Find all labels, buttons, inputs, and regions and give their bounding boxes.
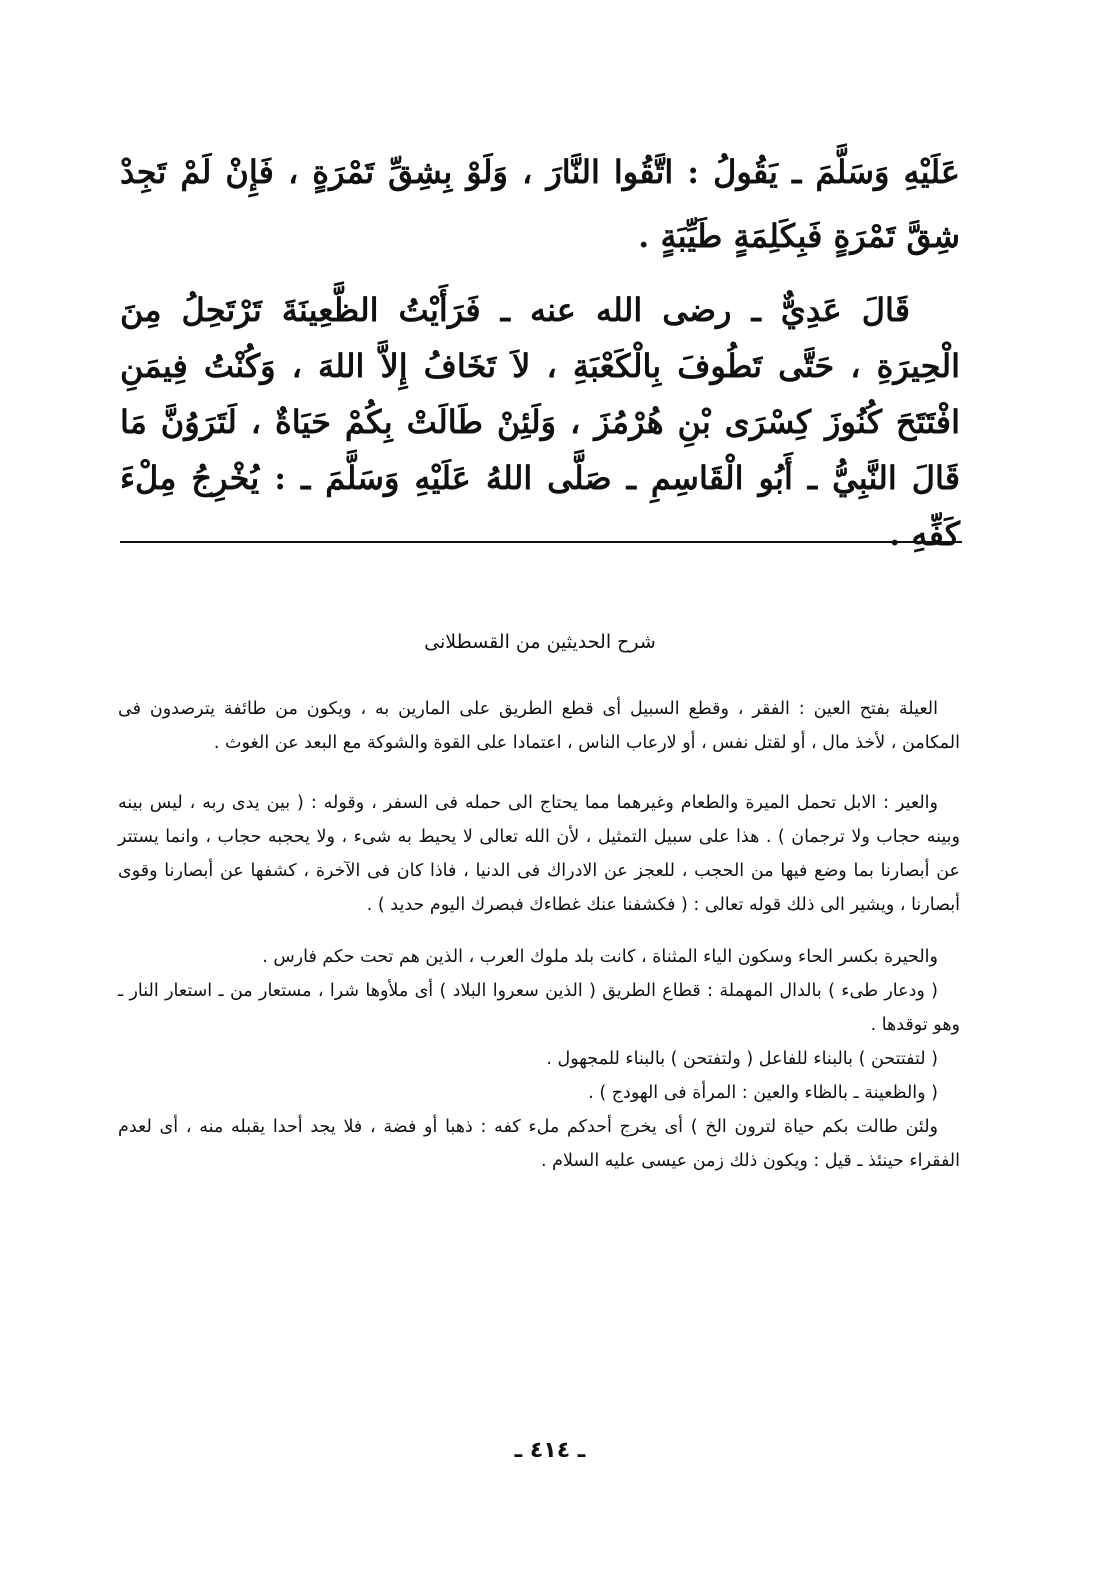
hadith-text <box>120 140 960 562</box>
commentary-body <box>118 692 960 1178</box>
commentary-paragraph: ( والظعينة ـ بالظاء والعين : المرأة فى الهودج ) . <box>588 1083 938 1103</box>
hadith-paragraph: قَالَ عَدِيٌّ ـ رضى الله عنه ـ فَرَأَيْتُ الظَّعِينَةَ تَرْتَحِلُ مِنَ الْحِيرَةِ ، حَتَّى تَطُوفَ بِالْكَعْبَةِ ، لاَ تَخَافُ إِلاَّ اللهَ ، وَكُنْتُ فِيمَنِ افْتَتَحَ كُنُوزَ كِسْرَى بْنِ هُرْمُزَ ، وَلَئِنْ طَالَتْ بِكُمْ حَيَاةٌ ، لَتَرَوُنَّ مَا قَالَ النَّبِيُّ ـ أَبُو الْقَاسِمِ ـ صَلَّى اللهُ عَلَيْهِ وَسَلَّمَ ـ : يُخْرِجُ مِلْءَ كَفِّهِ . <box>120 291 961 553</box>
commentary-paragraph: ( ودعار طىء ) بالدال المهملة : قطاع الطريق ( الذين سعروا البلاد ) أى ملأوها شرا ، مستعار من ـ استعار النار ـ وهو توقدها . <box>118 981 960 1035</box>
commentary-paragraph: والعير : الابل تحمل الميرة والطعام وغيرهما مما يحتاج الى حمله فى السفر ، وقوله : ( بين يدى ربه ، ليس بينه وبينه حجاب ولا ترجمان ) . هذا على سبيل التمثيل ، لأن الله تعالى لا يحيط به شىء ، ولا يحجبه حجاب ، وانما يستتر عن أبصارنا بما وضع فيها من الحجب ، للعجز عن الادراك فى الدنيا ، فاذا كان فى الآخرة ، كشفها عن أبصارنا وقوى أبصارنا ، ويشير الى ذلك قوله تعالى : ( فكشفنا عنك غطاءك فبصرك اليوم حديد ) . <box>118 793 960 915</box>
commentary-title: شرح الحديثين من القسطلانى <box>424 631 656 653</box>
hadith-paragraph: عَلَيْهِ وَسَلَّمَ ـ يَقُولُ : اتَّقُوا النَّارَ ، وَلَوْ بِشِقِّ تَمْرَةٍ ، فَإِنْ لَمْ تَجِدْ شِقَّ تَمْرَةٍ فَبِكَلِمَةٍ طَيِّبَةٍ . <box>120 153 960 255</box>
section-divider <box>120 541 962 543</box>
commentary-paragraph: والحيرة بكسر الحاء وسكون الياء المثناة ، كانت بلد ملوك العرب ، الذين هم تحت حكم فارس . <box>262 947 938 967</box>
commentary-paragraph: العيلة بفتح العين : الفقر ، وقطع السبيل أى قطع الطريق على المارين به ، ويكون من طائفة يترصدون فى المكامن ، لأخذ مال ، أو لقتل نفس ، أو لارعاب الناس ، اعتمادا على القوة والشوكة مع البعد عن الغوث . <box>118 699 960 753</box>
commentary-paragraph: ولئن طالت بكم حياة لترون الخ ) أى يخرج أحدكم ملء كفه : ذهبا أو فضة ، فلا يجد أحدا يقبله منه ، أى لعدم الفقراء حينئذ ـ قيل : ويكون ذلك زمن عيسى عليه السلام . <box>118 1117 960 1171</box>
page-number: ـ ٤١٤ ـ <box>514 1438 586 1463</box>
commentary-paragraph: ( لتفتتحن ) بالبناء للفاعل ( ولتفتحن ) بالبناء للمجهول . <box>546 1049 938 1069</box>
